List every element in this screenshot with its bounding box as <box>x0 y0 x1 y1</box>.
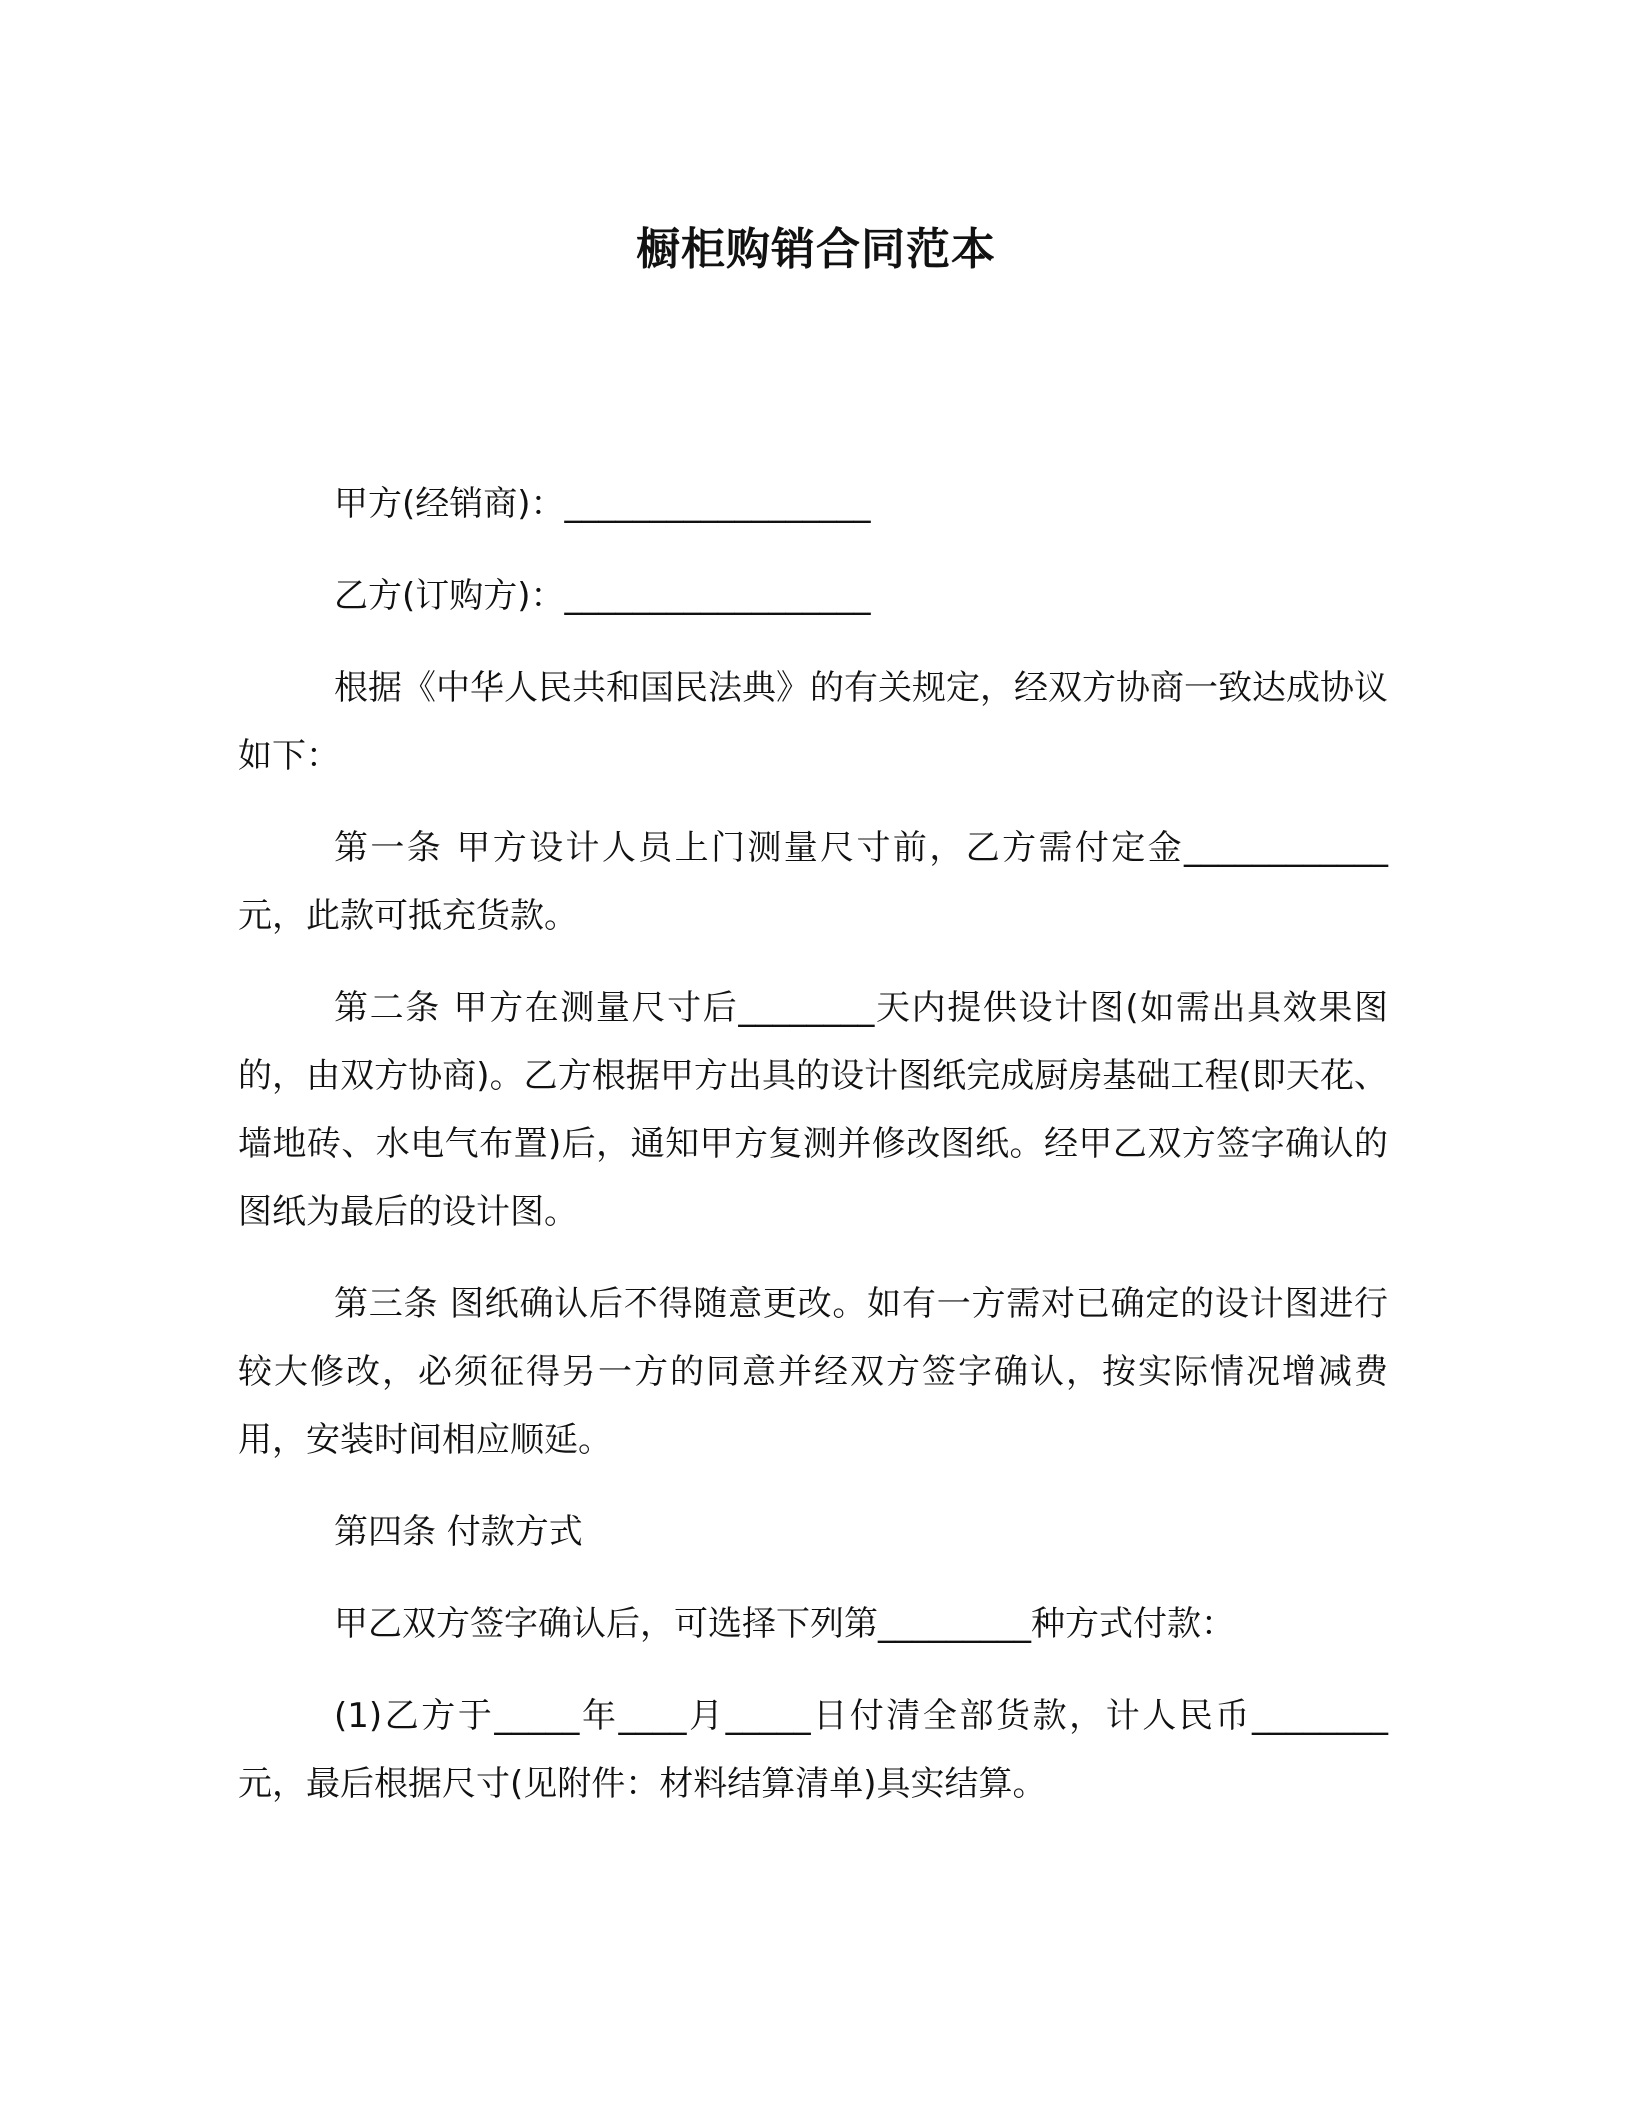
payment-method-paragraph: 甲乙双方签字确认后，可选择下列第_________种方式付款： <box>334 1604 1235 1644</box>
article-4-heading: 第四条 付款方式 <box>334 1512 583 1552</box>
party-b-line: 乙方(订购方)：__________________ <box>334 576 871 616</box>
party-a-line: 甲方(经销商)：__________________ <box>334 484 871 524</box>
payment-option-1-paragraph: (1)乙方于_____年____月_____日付清全部货款，计人民币________元，最后根据尺寸(见附件：材料结算清单)具实结算。 <box>238 1696 1388 1804</box>
article-3-paragraph: 第三条 图纸确认后不得随意更改。如有一方需对已确定的设计图进行较大修改，必须征得另一方的同意并经双方签字确认，按实际情况增减费用，安装时间相应顺延。 <box>238 1284 1388 1460</box>
article-2-paragraph: 第二条 甲方在测量尺寸后________天内提供设计图(如需出具效果图的，由双方协商)。乙方根据甲方出具的设计图纸完成厨房基础工程(即天花、墙地砖、水电气布置)后，通知甲方复测并修改图纸。经甲乙双方签字确认的图纸为最后的设计图。 <box>238 988 1388 1232</box>
preamble-paragraph: 根据《中华人民共和国民法典》的有关规定，经双方协商一致达成协议如下： <box>238 668 1388 776</box>
document-body <box>238 470 1388 1842</box>
document-title: 橱柜购销合同范本 <box>636 224 996 275</box>
article-1-paragraph: 第一条 甲方设计人员上门测量尺寸前，乙方需付定金____________元，此款可抵充货款。 <box>238 828 1388 936</box>
